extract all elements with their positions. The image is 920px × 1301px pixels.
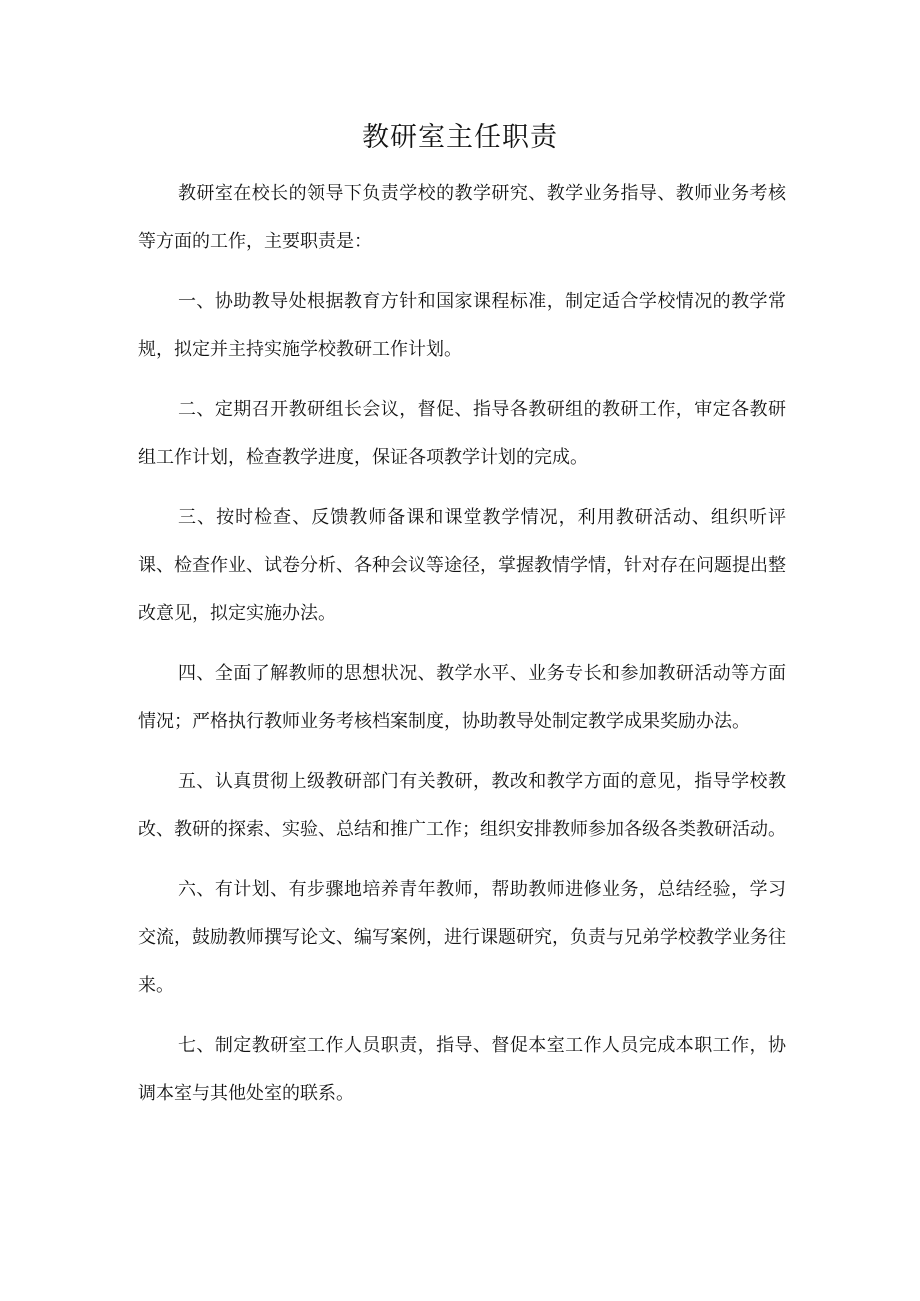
duty-item-3: 三、按时检查、反馈教师备课和课堂教学情况，利用教研活动、组织听评课、检查作业、试卷分析、各种会议等途径，掌握教情学情，针对存在问题提出整改意见，拟定实施办法。 [138, 507, 786, 624]
duty-item-6: 六、有计划、有步骤地培养青年教师，帮助教师进修业务，总结经验，学习交流，鼓励教师撰写论文、编写案例，进行课题研究，负责与兄弟学校教学业务往来。 [138, 879, 786, 996]
duty-item-5: 五、认真贯彻上级教研部门有关教研，教改和教学方面的意见，指导学校教改、教研的探索、实验、总结和推广工作；组织安排教师参加各级各类教研活动。 [138, 771, 786, 840]
document-title: 教研室主任职责 [362, 122, 558, 153]
duty-item-2: 二、定期召开教研组长会议，督促、指导各教研组的教研工作，审定各教研组工作计划，检查教学进度，保证各项教学计划的完成。 [138, 399, 786, 468]
duty-item-4: 四、全面了解教师的思想状况、教学水平、业务专长和参加教研活动等方面情况；严格执行教师业务考核档案制度，协助教导处制定教学成果奖励办法。 [138, 663, 786, 732]
intro-paragraph: 教研室在校长的领导下负责学校的教学研究、教学业务指导、教师业务考核等方面的工作，主要职责是： [138, 183, 786, 252]
document-body [138, 170, 786, 1130]
duty-item-7: 七、制定教研室工作人员职责，指导、督促本室工作人员完成本职工作，协调本室与其他处室的联系。 [138, 1035, 786, 1104]
duty-item-1: 一、协助教导处根据教育方针和国家课程标准，制定适合学校情况的教学常规，拟定并主持实施学校教研工作计划。 [138, 291, 786, 360]
